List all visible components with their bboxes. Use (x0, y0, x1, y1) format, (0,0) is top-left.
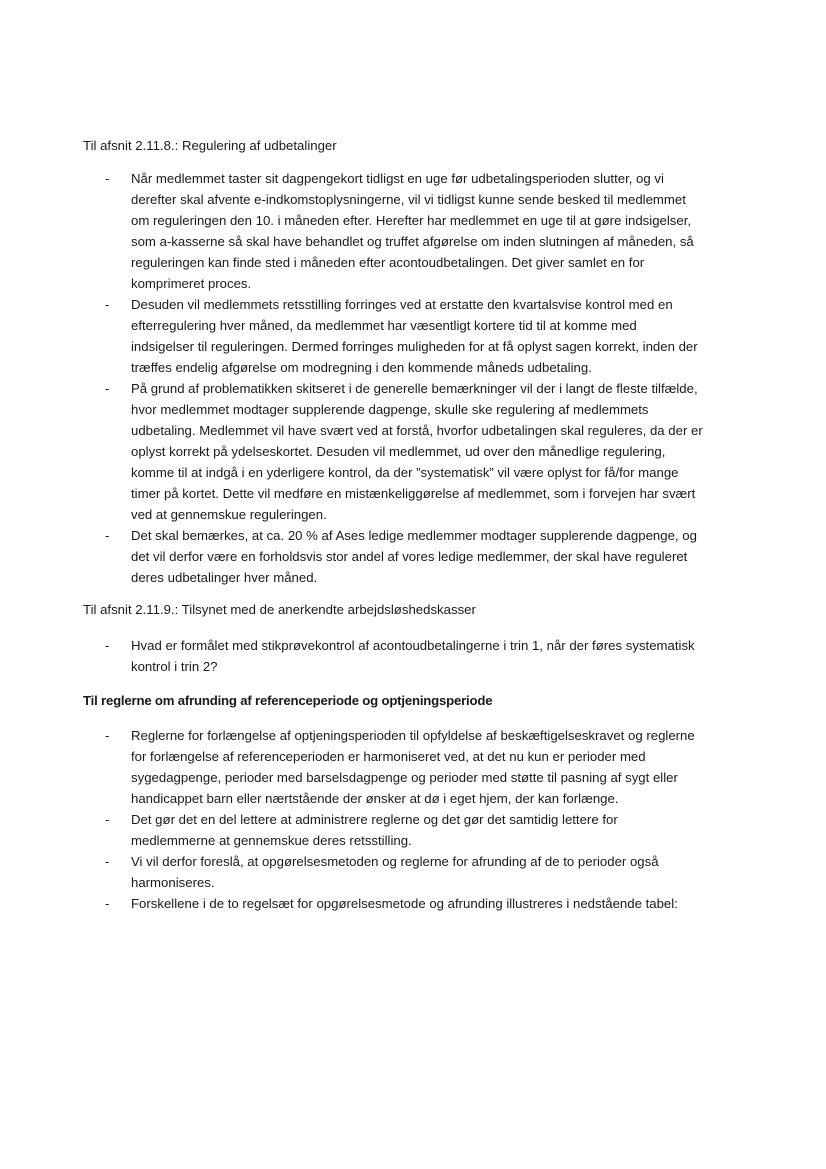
list-item (83, 378, 703, 525)
dash-bullet: - (105, 854, 110, 869)
bullet-list (83, 725, 703, 914)
section-heading: Til afsnit 2.11.9.: Tilsynet med de anerkendte arbejdsløshedskasser (83, 602, 476, 617)
list-item-text: Desuden vil medlemmets retsstilling forringes ved at erstatte den kvartalsvise kontrol med en efterregulering hver måned, da medlemmet har væsentligt kortere tid til at komme med indsigelser til reguleringen. Dermed forringes muligheden for at få oplyst sagen korrekt, inden der træffes endelig afgørelse om modregning i den kommende måneds udbetaling. (131, 297, 698, 375)
dash-bullet: - (105, 297, 110, 312)
list-item-text: Reglerne for forlængelse af optjeningsperioden til opfyldelse af beskæftigelseskravet og reglerne for forlængelse af referenceperioden er harmoniseret ved, at det nu kun er perioder med sygedagpenge, perioder med barselsdagpenge og perioder med støtte til pasning af sygt eller handicappet barn eller nærtstående der ønsker at dø i eget hjem, der kan forlænge. (131, 728, 695, 806)
list-item (83, 294, 703, 378)
bullet-list (83, 168, 703, 588)
list-item (83, 893, 703, 914)
list-item-text: På grund af problematikken skitseret i de generelle bemærkninger vil der i langt de fleste tilfælde, hvor medlemmet modtager supplerende dagpenge, skulle ske regulering af medlemmets udbetaling. Medlemmet vil have svært ved at forstå, hvorfor udbetalingen skal reguleres, da der er oplyst korrekt på ydelseskortet. Desuden vil medlemmet, ud over den månedlige regulering, komme til at indgå i en yderligere kontrol, da der ”systematisk” vil være oplyst for få/for mange timer på kortet. Dette vil medføre en mistænkeliggørelse af medlemmet, som i forvejen har svært ved at gennemskue reguleringen. (131, 381, 703, 522)
list-item-text: Når medlemmet taster sit dagpengekort tidligst en uge før udbetalingsperioden slutter, og vi derefter skal afvente e-indkomstoplysningerne, vil vi tidligst kunne sende besked til medlemmet om reguleringen den 10. i måneden efter. Herefter har medlemmet en uge til at gøre indsigelser, som a-kasserne så skal have behandlet og truffet afgørelse om inden slutningen af måneden, så reguleringen kan finde sted i måneden efter acontoudbetalingen. Det giver samlet en for komprimeret proces. (131, 171, 694, 291)
list-item-text: Det gør det en del lettere at administrere reglerne og det gør det samtidig lettere for medlemmerne at gennemskue deres retsstilling. (131, 812, 618, 848)
dash-bullet: - (105, 381, 110, 396)
section-heading: Til afsnit 2.11.8.: Regulering af udbetalinger (83, 138, 337, 153)
list-item (83, 851, 703, 893)
dash-bullet: - (105, 812, 110, 827)
dash-bullet: - (105, 896, 110, 911)
list-item (83, 725, 703, 809)
dash-bullet: - (105, 638, 110, 653)
section-heading: Til reglerne om afrunding af referenceperiode og optjeningsperiode (83, 693, 493, 708)
list-item (83, 809, 703, 851)
list-item-text: Det skal bemærkes, at ca. 20 % af Ases ledige medlemmer modtager supplerende dagpenge, og det vil derfor være en forholdsvis stor andel af vores ledige medlemmer, der skal have reguleret deres udbetalinger hver måned. (131, 528, 697, 585)
list-item-text: Hvad er formålet med stikprøvekontrol af acontoudbetalingerne i trin 1, når der føres systematisk kontrol i trin 2? (131, 638, 695, 674)
list-item (83, 168, 703, 294)
dash-bullet: - (105, 728, 110, 743)
list-item-text: Forskellene i de to regelsæt for opgørelsesmetode og afrunding illustreres i nedstående tabel: (131, 896, 678, 911)
dash-bullet: - (105, 171, 110, 186)
dash-bullet: - (105, 528, 110, 543)
bullet-list (83, 635, 703, 677)
list-item (83, 635, 703, 677)
list-item (83, 525, 703, 588)
list-item-text: Vi vil derfor foreslå, at opgørelsesmetoden og reglerne for afrunding af de to perioder også harmoniseres. (131, 854, 659, 890)
